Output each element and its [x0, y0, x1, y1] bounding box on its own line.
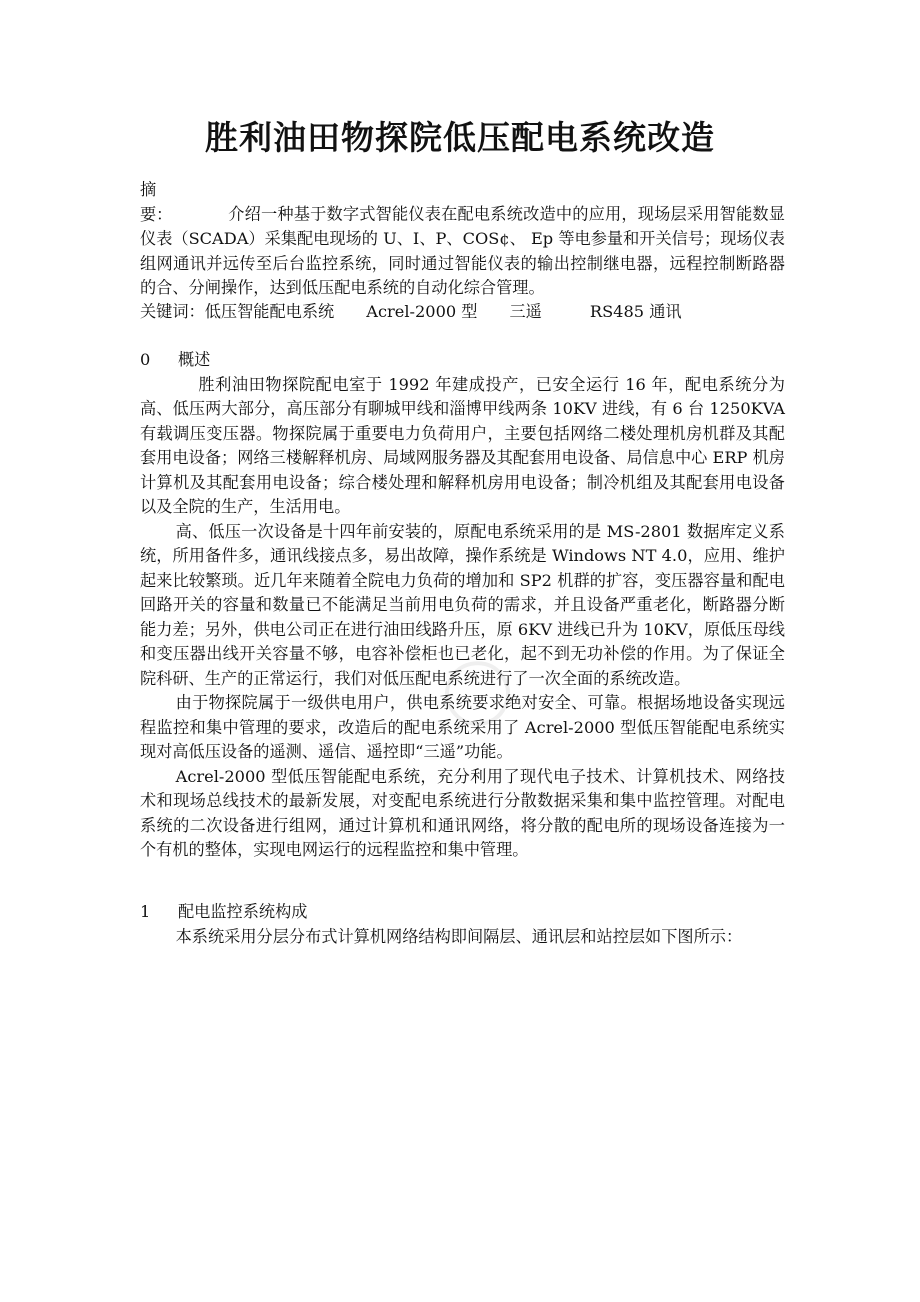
keyword-item: RS485 通讯	[589, 302, 682, 321]
paragraph: 由于物探院属于一级供电用户，供电系统要求绝对安全、可靠。根据场地设备实现远程监控和集中管理的要求，改造后的配电系统采用了 Acrel-2000 型低压智能配电系统实现对高低压设备的遥测、遥信、遥控即“三遥”功能。	[140, 693, 785, 761]
section-overview	[140, 348, 785, 863]
section-number: 0	[140, 350, 151, 369]
section-title: 配电监控系统构成	[178, 902, 308, 921]
page-title: 胜利油田物探院低压配电系统改造	[205, 118, 715, 157]
paragraph: 本系统采用分层分布式计算机网络结构即间隔层、通讯层和站控层如下图所示：	[175, 926, 743, 946]
section-number: 1	[140, 902, 151, 921]
section-title: 概述	[178, 350, 211, 369]
section-heading	[140, 900, 785, 925]
section-heading	[140, 348, 785, 373]
section-system-structure	[140, 900, 785, 949]
keyword-item: Acrel-2000 型	[366, 302, 478, 321]
abstract	[140, 178, 785, 301]
paragraph: 高、低压一次设备是十四年前安装的，原配电系统采用的是 MS-2801 数据库定义系统，所用备件多，通讯线接点多，易出故障，操作系统是 Windows NT 4.0，应用、维护起来比较繁琐。近几年来随着全院电力负荷的增加和 SP2 机群的扩容，变压器容量和配电回路开关的容量和数量已不能满足当前用电负荷的需求，并且设备严重老化，断路器分断能力差；另外，供电公司正在进行油田线路升压，原 6KV 进线已升为 10KV，原低压母线和变压器出线开关容量不够，电容补偿柜也已老化，起不到无功补偿的作用。为了保证全院科研、生产的正常运行，我们对低压配电系统进行了一次全面的系统改造。	[140, 521, 785, 688]
keywords-label: 关键词：	[140, 302, 205, 321]
keyword-item: 三遥	[509, 302, 542, 321]
watermark: ◯	[424, 639, 526, 741]
keyword-item: 低压智能配电系统	[204, 302, 335, 321]
abstract-label-a: 摘	[140, 180, 174, 199]
abstract-text: 介绍一种基于数字式智能仪表在配电系统改造中的应用，现场层采用智能数显仪表（SCADA）采集配电现场的 U、I、P、COS¢、 Ep 等电参量和开关信号；现场仪表组网通讯并远传至后台监控系统，同时通过智能仪表的输出控制继电器，远程控制断路器的合、分闸操作，达到低压配电系统的自动化综合管理。	[140, 204, 785, 297]
abstract-label	[140, 178, 228, 227]
paragraph: 胜利油田物探院配电室于 1992 年建成投产，已安全运行 16 年，配电系统分为高、低压两大部分，高压部分有聊城甲线和淄博甲线两条 10KV 进线，有 6 台 1250KVA 有载调压变压器。物探院属于重要电力负荷用户，主要包括网络二楼处理机房机群及其配套用电设备；网络三楼解释机房、局域网服务器及其配套用电设备、局信息中心 ERP 机房计算机及其配套用电设备；综合楼处理和解释机房用电设备；制冷机组及其配套用电设备以及全院的生产，生活用电。	[140, 374, 785, 516]
abstract-label-b: 要：	[140, 204, 173, 224]
paragraph: Acrel-2000 型低压智能配电系统，充分利用了现代电子技术、计算机技术、网络技术和现场总线技术的最新发展，对变配电系统进行分散数据采集和集中监控管理。对配电系统的二次设备进行组网，通过计算机和通讯网络，将分散的配电所的现场设备连接为一个有机的整体，实现电网运行的远程监控和集中管理。	[140, 766, 785, 859]
keywords	[140, 300, 785, 325]
